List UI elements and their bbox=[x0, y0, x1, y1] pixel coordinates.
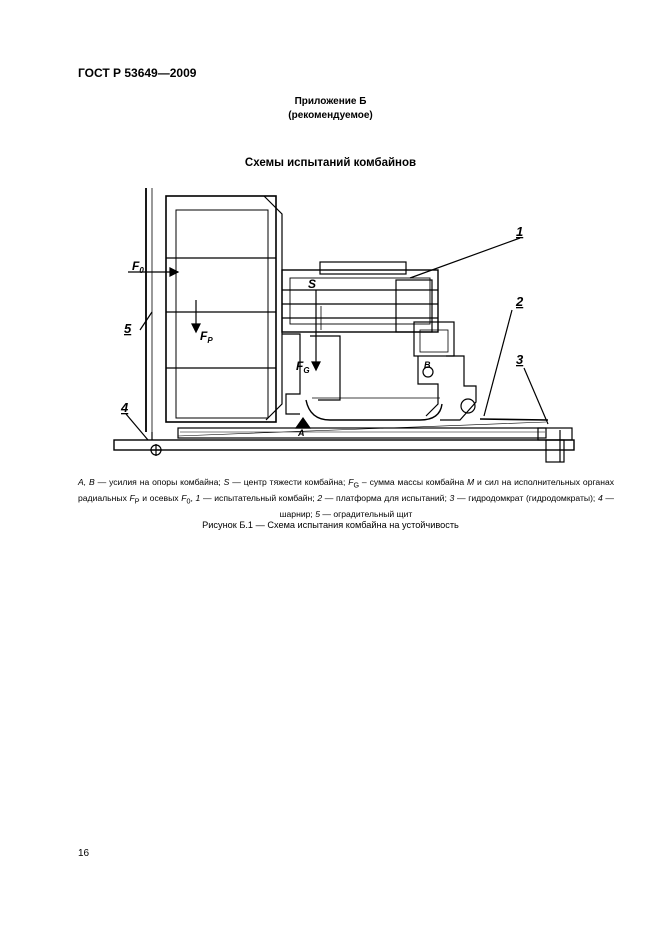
section-title: Схемы испытаний комбайнов bbox=[244, 157, 417, 169]
label-5: 5 bbox=[124, 321, 132, 336]
label-1: 1 bbox=[516, 224, 524, 239]
label-fp: $F_P$ bbox=[200, 329, 213, 345]
label-fg: $F_G$ bbox=[296, 359, 310, 375]
figure-caption: Рисунок Б.1 — Схема испытания комбайна на устойчивость bbox=[202, 520, 459, 530]
annex-title: Приложение Б bbox=[294, 96, 367, 107]
label-4: 4 bbox=[121, 400, 129, 415]
label-f0: $F_0$ bbox=[132, 259, 144, 275]
page-number: 16 bbox=[78, 848, 90, 859]
label-2: 2 bbox=[516, 294, 524, 309]
label-s: S bbox=[308, 277, 317, 291]
label-b: B bbox=[424, 360, 431, 370]
label-a: A bbox=[298, 428, 305, 438]
standard-header: ГОСТ Р 53649—2009 bbox=[78, 66, 197, 80]
annex-status: (рекомендуемое) bbox=[288, 110, 373, 121]
figure-legend: A, B — усилия на опоры комбайна; S — центр тяжести комбайна; $F_G$ – сумма массы комбайна M и сил на исполнительных органах радиальных $F_P$ и осевых $F_0$, 1 — испытательный комбайн; 2 — платформа для испытаний; 3 — гидродомкрат (гидродомкраты); 4 — шарнир; 5 — оградительный щит bbox=[78, 477, 615, 520]
label-3: 3 bbox=[516, 352, 524, 367]
